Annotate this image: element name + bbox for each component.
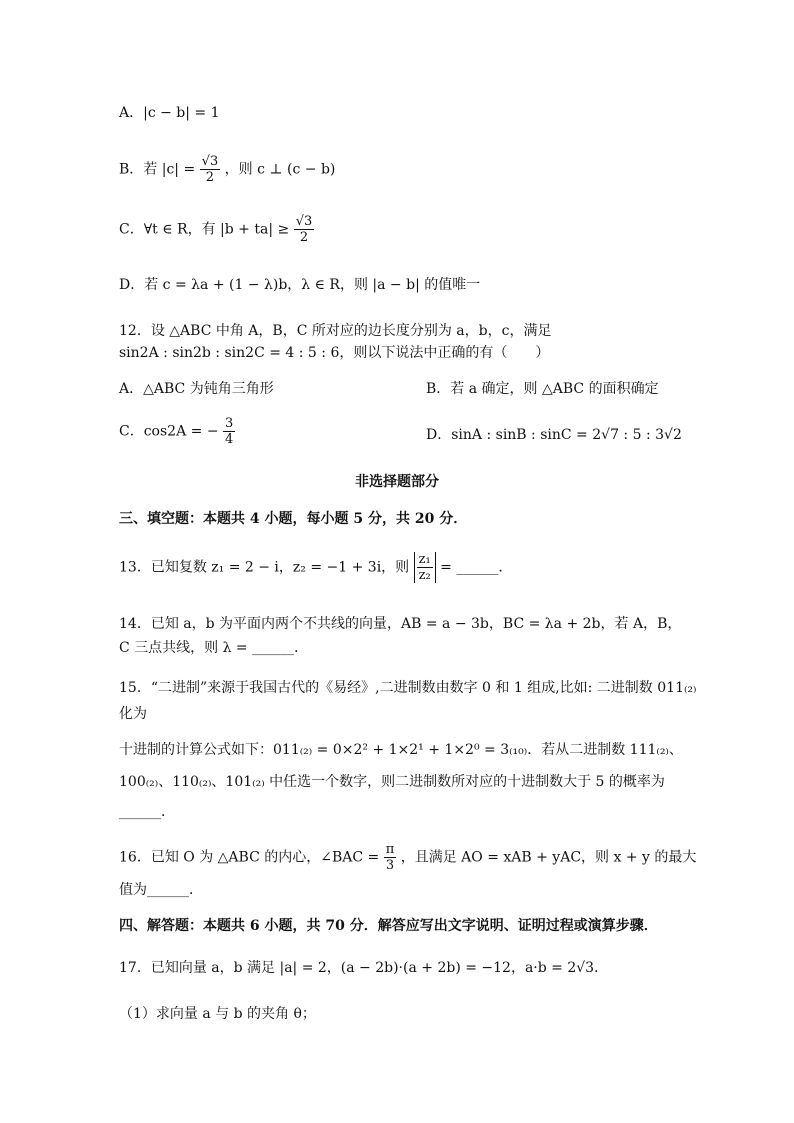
q15-line5: ______． [119,804,175,820]
part4-heading: 四、解答题：本题共 6 小题，共 70 分．解答应写出文字说明、证明过程或演算步骤． [119,918,658,934]
q15-line1: 15．“二进制”来源于我国古代的《易经》,二进制数由数字 0 和 1 组成,比如: 二进制数 011₍₂₎ [119,680,697,696]
q16-line1 [119,842,696,873]
q16-line2: 值为______． [119,882,203,898]
q16-num: π [385,842,395,857]
q15-line4: 100₍₂₎、110₍₂₎、101₍₂₎ 中任选一个数字，则二进制数所对应的十进制数大于 5 的概率为 [119,774,665,790]
q12-stem-line2: sin2A : sin2b : sin2C = 4 : 5 : 6，则以下说法中正确的有（ ） [119,345,550,361]
q17-stem: 17．已知向量 a，b 满足 |a| = 2，(a − 2b)·(a + 2b) = −12，a·b = 2√3． [119,960,609,976]
q13-post: = ______． [440,559,513,576]
q13-abs [414,552,436,583]
q11-b-den: 2 [205,170,215,185]
q12-option-c [119,416,235,447]
q11-b-post: ，则 c ⊥ (c − b) [224,161,336,178]
q13 [119,552,512,583]
q11-option-a: A．|c − b| = 1 [119,105,220,121]
q12-c-pre: C．cos2A = − [119,423,219,440]
q13-pre: 13．已知复数 z₁ = 2 − i，z₂ = −1 + 3i，则 [119,559,410,576]
q12-c-fraction [223,416,235,447]
q11-b-fraction [200,154,221,185]
q12-option-a: A．△ABC 为钝角三角形 [119,381,274,397]
q16-fraction [384,842,397,873]
q13-fraction [417,552,433,583]
q14-line2: C 三点共线，则 λ = ______． [119,640,309,656]
q12-option-b: B．若 a 确定，则 △ABC 的面积确定 [426,381,659,397]
q13-den: z₂ [418,568,431,583]
q15-line3: 十进制的计算公式如下：011₍₂₎ = 0×2² + 1×2¹ + 1×2⁰ = 3₍₁₀₎．若从二进制数 111₍₂₎、 [119,742,683,758]
q12-option-d: D．sinA : sinB : sinC = 2√7 : 5 : 3√2 [426,427,682,443]
q17-sub1: （1）求向量 a 与 b 的夹角 θ； [119,1006,316,1022]
q11-option-c [119,214,314,245]
part3-heading: 三、填空题：本题共 4 小题，每小题 5 分，共 20 分． [119,511,468,527]
q11-option-b [119,154,335,185]
section-title: 非选择题部分 [355,474,439,490]
q11-b-pre: B．若 |c| = [119,161,196,178]
q11-c-num: √3 [295,214,313,229]
q16-post: ，且满足 AO = xAB + yAC，则 x + y 的最大 [400,849,697,866]
q12-c-den: 4 [225,432,234,447]
q16-pre: 16．已知 O 为 △ABC 的内心，∠BAC = [119,849,380,866]
q11-c-fraction [294,214,315,245]
q11-c-pre: C．∀t ∈ R，有 |b + ta| ≥ [119,221,290,238]
q11-option-d: D．若 c = λa + (1 − λ)b，λ ∈ R，则 |a − b| 的值唯一 [119,277,481,293]
q14-line1: 14．已知 a，b 为平面内两个不共线的向量，AB = a − 3b，BC = λa + 2b，若 A，B， [119,616,682,632]
q11-b-num: √3 [201,154,219,169]
q16-den: 3 [385,858,395,873]
q15-line2: 化为 [119,706,147,722]
q12-c-num: 3 [225,416,234,431]
q11-c-den: 2 [299,230,309,245]
q13-num: z₁ [418,552,431,567]
q12-stem-line1: 12．设 △ABC 中角 A，B，C 所对应的边长度分别为 a，b，c，满足 [119,323,552,339]
